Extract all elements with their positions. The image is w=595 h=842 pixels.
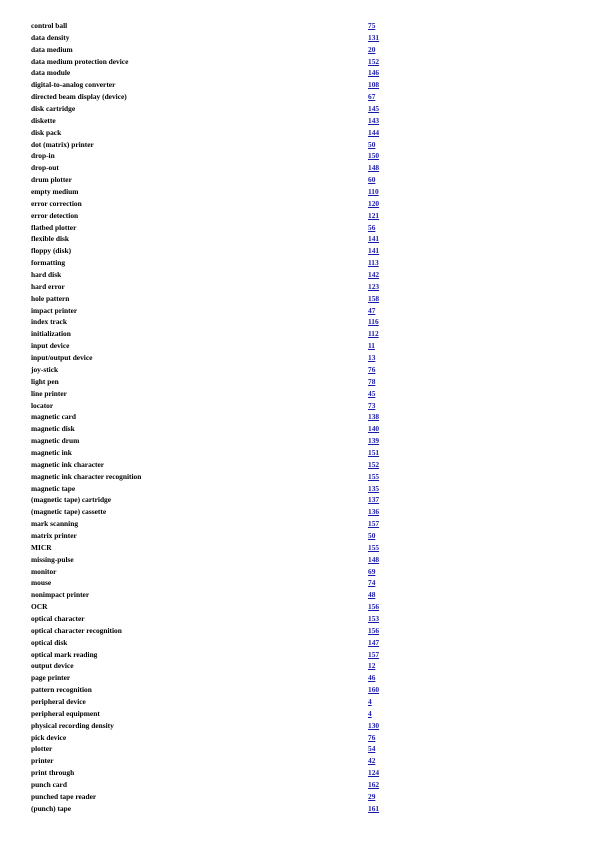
- index-entry: [0, 352, 595, 364]
- page-reference-link[interactable]: 120: [368, 198, 380, 208]
- index-term: missing-pulse: [31, 554, 74, 564]
- index-term: pick device: [31, 732, 67, 742]
- index-term: optical character recognition: [31, 625, 122, 635]
- index-term: MICR: [31, 542, 52, 552]
- index-term: drop-in: [31, 151, 55, 161]
- index-term: index track: [31, 317, 67, 327]
- index-entry: [0, 435, 595, 447]
- index-term: OCR: [31, 602, 48, 612]
- page-reference-link[interactable]: 116: [368, 317, 379, 327]
- page-reference-link[interactable]: 130: [368, 720, 380, 730]
- page-reference-link[interactable]: 48: [368, 590, 376, 600]
- index-entry: [0, 376, 595, 388]
- index-entry: [0, 577, 595, 589]
- index-entry: [0, 423, 595, 435]
- page-reference-link[interactable]: 142: [368, 270, 380, 280]
- index-entry: [0, 494, 595, 506]
- page-reference-link[interactable]: 73: [368, 400, 376, 410]
- index-term: input device: [31, 341, 70, 351]
- index-entry: [0, 293, 595, 305]
- page-reference-link[interactable]: 135: [368, 483, 380, 493]
- index-entry: [0, 222, 595, 234]
- index-entry: [0, 281, 595, 293]
- index-term: locator: [31, 400, 54, 410]
- page-reference-link[interactable]: 158: [368, 293, 380, 303]
- index-entry: [0, 56, 595, 68]
- index-term: drum plotter: [31, 175, 72, 185]
- page-reference-link[interactable]: 54: [368, 744, 376, 754]
- page-reference-link[interactable]: 67: [368, 92, 376, 102]
- index-entry: [0, 672, 595, 684]
- index-entry: [0, 328, 595, 340]
- page-reference-link[interactable]: 155: [368, 471, 380, 481]
- index-term: monitor: [31, 566, 57, 576]
- page-reference-link[interactable]: 157: [368, 649, 380, 659]
- index-entry: [0, 708, 595, 720]
- page-reference-link[interactable]: 131: [368, 32, 380, 42]
- index-entry: [0, 245, 595, 257]
- page-reference-link[interactable]: 108: [368, 80, 380, 90]
- index-entry: [0, 530, 595, 542]
- index-term: input/output device: [31, 353, 93, 363]
- index-entry: [0, 803, 595, 815]
- index-entry: [0, 447, 595, 459]
- page-reference-link[interactable]: 143: [368, 115, 380, 125]
- index-entry: [0, 269, 595, 281]
- page-reference-link[interactable]: 145: [368, 104, 380, 114]
- index-term: drop-out: [31, 163, 59, 173]
- index-entry: [0, 779, 595, 791]
- page-reference-link[interactable]: 161: [368, 803, 380, 813]
- index-term: digital-to-analog converter: [31, 80, 116, 90]
- index-term: impact printer: [31, 305, 78, 315]
- page-reference-link[interactable]: 112: [368, 329, 379, 339]
- page-reference-link[interactable]: 123: [368, 281, 380, 291]
- index-term: hard disk: [31, 270, 62, 280]
- index-entry: [0, 20, 595, 32]
- index-list: [0, 20, 595, 815]
- page-reference-link[interactable]: 153: [368, 613, 380, 623]
- index-entry: [0, 411, 595, 423]
- index-entry: [0, 44, 595, 56]
- index-entry: [0, 79, 595, 91]
- page-reference-link[interactable]: 139: [368, 436, 380, 446]
- page-reference-link[interactable]: 141: [368, 234, 380, 244]
- page-reference-link[interactable]: 150: [368, 151, 380, 161]
- index-entry: [0, 613, 595, 625]
- page-reference-link[interactable]: 56: [368, 222, 376, 232]
- page-reference-link[interactable]: 138: [368, 412, 380, 422]
- index-term: disk pack: [31, 127, 62, 137]
- index-term: magnetic disk: [31, 424, 75, 434]
- index-term: hard error: [31, 281, 65, 291]
- page-reference-link[interactable]: 29: [368, 791, 376, 801]
- index-entry: [0, 340, 595, 352]
- index-entry: [0, 186, 595, 198]
- page-reference-link[interactable]: 60: [368, 175, 376, 185]
- index-term: hole pattern: [31, 293, 70, 303]
- page-reference-link[interactable]: 156: [368, 625, 380, 635]
- index-entry: [0, 388, 595, 400]
- index-entry: [0, 637, 595, 649]
- page-reference-link[interactable]: 140: [368, 424, 380, 434]
- index-term: printer: [31, 756, 54, 766]
- page-reference-link[interactable]: 152: [368, 56, 380, 66]
- page-reference-link[interactable]: 148: [368, 163, 380, 173]
- index-entry: [0, 601, 595, 613]
- page-reference-link[interactable]: 4: [368, 696, 372, 706]
- page-reference-link[interactable]: 147: [368, 637, 380, 647]
- index-term: flatbed plotter: [31, 222, 77, 232]
- index-entry: [0, 471, 595, 483]
- page-reference-link[interactable]: 113: [368, 258, 379, 268]
- index-term: dot (matrix) printer: [31, 139, 94, 149]
- page-reference-link[interactable]: 20: [368, 44, 376, 54]
- index-term: optical mark reading: [31, 649, 98, 659]
- index-term: disk cartridge: [31, 104, 76, 114]
- index-entry: [0, 732, 595, 744]
- index-term: punch card: [31, 780, 67, 789]
- page-reference-link[interactable]: 155: [368, 542, 380, 552]
- page-reference-link[interactable]: 141: [368, 246, 380, 256]
- index-entry: [0, 589, 595, 601]
- page-reference-link[interactable]: 136: [368, 507, 380, 517]
- index-entry: [0, 162, 595, 174]
- index-entry: [0, 767, 595, 779]
- index-term: error correction: [31, 198, 82, 208]
- index-term: pattern recognition: [31, 685, 92, 695]
- index-term: peripheral equipment: [31, 708, 100, 718]
- page-reference-link[interactable]: 144: [368, 127, 380, 137]
- index-entry: [0, 400, 595, 412]
- index-entry: [0, 660, 595, 672]
- index-entry: [0, 542, 595, 554]
- index-entry: [0, 696, 595, 708]
- index-entry: [0, 91, 595, 103]
- index-term: physical recording density: [31, 720, 114, 730]
- page-reference-link[interactable]: 121: [368, 210, 380, 220]
- page-reference-link[interactable]: 45: [368, 388, 376, 398]
- page-reference-link[interactable]: 47: [368, 305, 376, 315]
- index-term: joy-stick: [31, 364, 59, 374]
- page-reference-link[interactable]: 76: [368, 732, 376, 742]
- page-reference-link[interactable]: 12: [368, 661, 376, 671]
- index-entry: [0, 720, 595, 732]
- index-term: data module: [31, 68, 71, 78]
- index-term: plotter: [31, 744, 53, 754]
- page-reference-link[interactable]: 76: [368, 364, 376, 374]
- index-entry: [0, 316, 595, 328]
- index-entry: [0, 305, 595, 317]
- index-term: data density: [31, 32, 70, 42]
- page-reference-link[interactable]: 13: [368, 353, 376, 363]
- index-term: optical disk: [31, 637, 68, 647]
- index-term: page printer: [31, 673, 71, 683]
- index-term: punched tape reader: [31, 791, 97, 801]
- index-entry: [0, 139, 595, 151]
- index-term: empty medium: [31, 187, 79, 197]
- page-reference-link[interactable]: 156: [368, 602, 380, 612]
- index-entry: [0, 210, 595, 222]
- index-entry: [0, 506, 595, 518]
- index-term: directed beam display (device): [31, 92, 127, 102]
- index-term: floppy (disk): [31, 246, 72, 256]
- index-entry: [0, 198, 595, 210]
- index-entry: [0, 791, 595, 803]
- page-reference-link[interactable]: 4: [368, 708, 372, 718]
- index-entry: [0, 67, 595, 79]
- index-term: (punch) tape: [31, 803, 72, 813]
- index-term: diskette: [31, 115, 56, 125]
- index-entry: [0, 743, 595, 755]
- index-entry: [0, 649, 595, 661]
- page-reference-link[interactable]: 146: [368, 68, 380, 78]
- page-reference-link[interactable]: 152: [368, 459, 380, 469]
- index-term: matrix printer: [31, 530, 77, 540]
- index-entry: [0, 115, 595, 127]
- index-term: optical character: [31, 613, 85, 623]
- page-reference-link[interactable]: 148: [368, 554, 380, 564]
- index-term: magnetic card: [31, 412, 76, 422]
- index-entry: [0, 483, 595, 495]
- page-reference-link[interactable]: 160: [368, 685, 380, 695]
- index-term: mark scanning: [31, 519, 79, 529]
- index-term: initialization: [31, 329, 71, 339]
- index-term: line printer: [31, 388, 67, 398]
- page-reference-link[interactable]: 42: [368, 756, 376, 766]
- index-term: formatting: [31, 258, 66, 268]
- index-term: magnetic ink character recognition: [31, 471, 142, 481]
- index-term: nonimpact printer: [31, 590, 90, 600]
- page-reference-link[interactable]: 69: [368, 566, 376, 576]
- index-entry: [0, 518, 595, 530]
- page-reference-link[interactable]: 137: [368, 495, 380, 505]
- index-entry: [0, 625, 595, 637]
- index-entry: [0, 566, 595, 578]
- index-entry: [0, 459, 595, 471]
- index-entry: [0, 233, 595, 245]
- page-reference-link[interactable]: 46: [368, 673, 376, 683]
- index-term: data medium protection device: [31, 56, 129, 66]
- index-entry: [0, 364, 595, 376]
- index-entry: [0, 103, 595, 115]
- index-term: magnetic tape: [31, 483, 76, 493]
- index-entry: [0, 32, 595, 44]
- index-term: control ball: [31, 21, 68, 30]
- index-entry: [0, 755, 595, 767]
- index-term: output device: [31, 661, 74, 671]
- page-reference-link[interactable]: 157: [368, 519, 380, 529]
- index-entry: [0, 127, 595, 139]
- page-reference-link[interactable]: 124: [368, 768, 380, 778]
- page-reference-link[interactable]: 110: [368, 187, 379, 197]
- index-term: print through: [31, 768, 75, 778]
- index-term: magnetic ink: [31, 447, 72, 457]
- index-term: (magnetic tape) cartridge: [31, 495, 112, 505]
- page-reference-link[interactable]: 11: [368, 341, 375, 351]
- page-reference-link[interactable]: 78: [368, 376, 376, 386]
- page-reference-link[interactable]: 74: [368, 578, 376, 588]
- index-term: magnetic drum: [31, 436, 80, 446]
- index-term: flexible disk: [31, 234, 69, 244]
- index-term: mouse: [31, 578, 52, 588]
- index-term: peripheral device: [31, 696, 86, 706]
- index-term: error detection: [31, 210, 79, 220]
- index-entry: [0, 684, 595, 696]
- index-term: light pen: [31, 376, 59, 386]
- index-term: data medium: [31, 44, 73, 54]
- index-term: magnetic ink character: [31, 459, 105, 469]
- index-entry: [0, 150, 595, 162]
- page-reference-link[interactable]: 151: [368, 447, 380, 457]
- page-reference-link[interactable]: 162: [368, 780, 380, 789]
- page-reference-link[interactable]: 75: [368, 21, 376, 30]
- index-entry: [0, 257, 595, 269]
- page-reference-link[interactable]: 50: [368, 530, 376, 540]
- page-reference-link[interactable]: 50: [368, 139, 376, 149]
- index-entry: [0, 554, 595, 566]
- index-term: (magnetic tape) cassette: [31, 507, 107, 517]
- index-entry: [0, 174, 595, 186]
